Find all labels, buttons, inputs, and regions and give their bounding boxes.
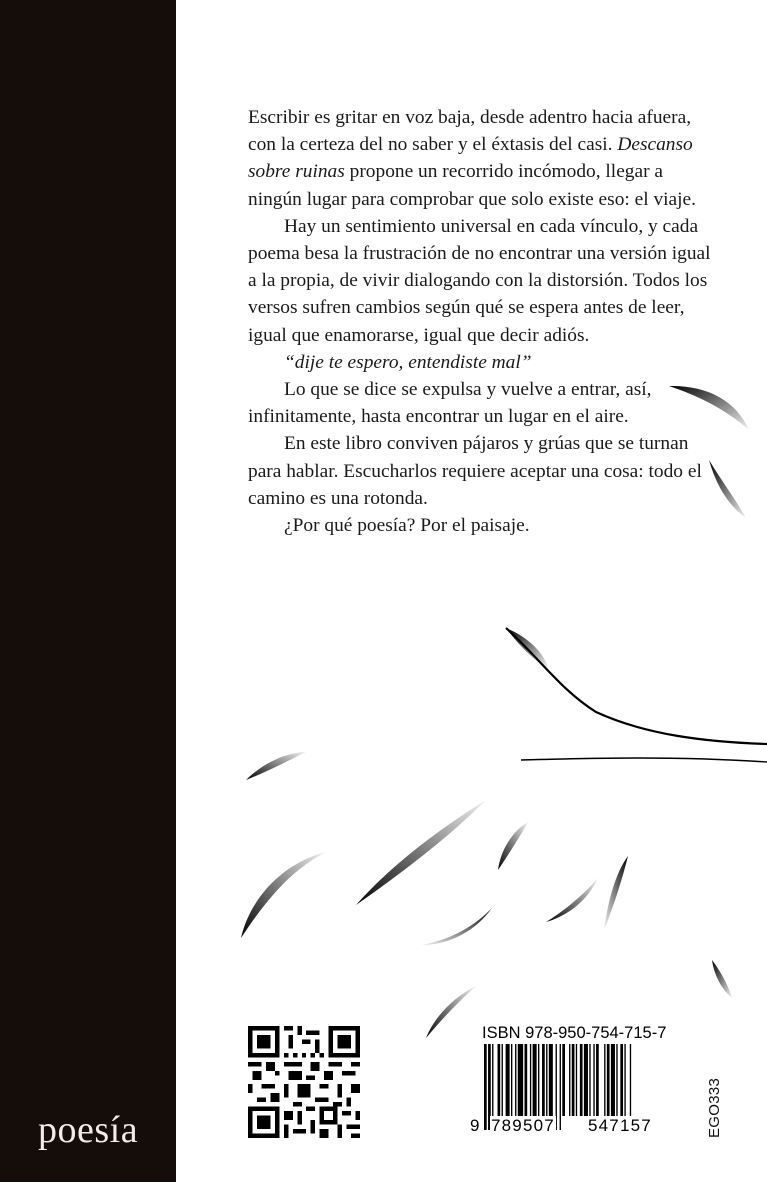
qr-code-icon xyxy=(248,1026,360,1138)
isbn-barcode-block xyxy=(470,1024,682,1138)
ean-right-digits: 547157 xyxy=(588,1116,652,1135)
book-title: Descanso sobre ruinas xyxy=(248,134,693,183)
blurb-text: Escribir es gritar en voz baja, desde adentro hacia afuera, con la certeza del no saber y el éxtasis del casi. xyxy=(248,107,692,156)
blurb-paragraph-4: En este libro conviven pájaros y grúas que se turnan para hablar. Escucharlos requiere aceptar una cosa: todo el camino es una rotonda. xyxy=(248,433,702,509)
blurb-paragraph-5: ¿Por qué poesía? Por el paisaje. xyxy=(284,515,530,537)
blurb-paragraph-2: Hay un sentimiento universal en cada vínculo, y cada poema besa la frustración de no encontrar una versión igual a la propia, de vivir dialogando con la distorsión. Todos los versos sufren cambios según qué se espera antes de leer, igual que enamorarse, igual que decir adiós. xyxy=(248,215,711,346)
catalog-code: EGO333 xyxy=(706,1077,723,1138)
falling-leaves-illustration xyxy=(176,0,767,1182)
blurb-paragraph-3: Lo que se dice se expulsa y vuelve a entrar, así, infinitamente, hasta encontrar un lugar en el aire. xyxy=(248,379,652,428)
ean-left-digits: 789507 xyxy=(491,1116,555,1135)
isbn-label: ISBN 978-950-754-715-7 xyxy=(482,1024,667,1042)
ean-first-digit: 9 xyxy=(470,1116,480,1135)
spine-band xyxy=(0,0,176,1182)
blurb-quote: “dije te espero, entendiste mal” xyxy=(284,351,532,373)
blurb-text: propone un recorrido incómodo, llegar a ningún lugar para comprobar que solo existe eso: el viaje. xyxy=(248,161,697,210)
collection-label: poesía xyxy=(38,1109,139,1151)
